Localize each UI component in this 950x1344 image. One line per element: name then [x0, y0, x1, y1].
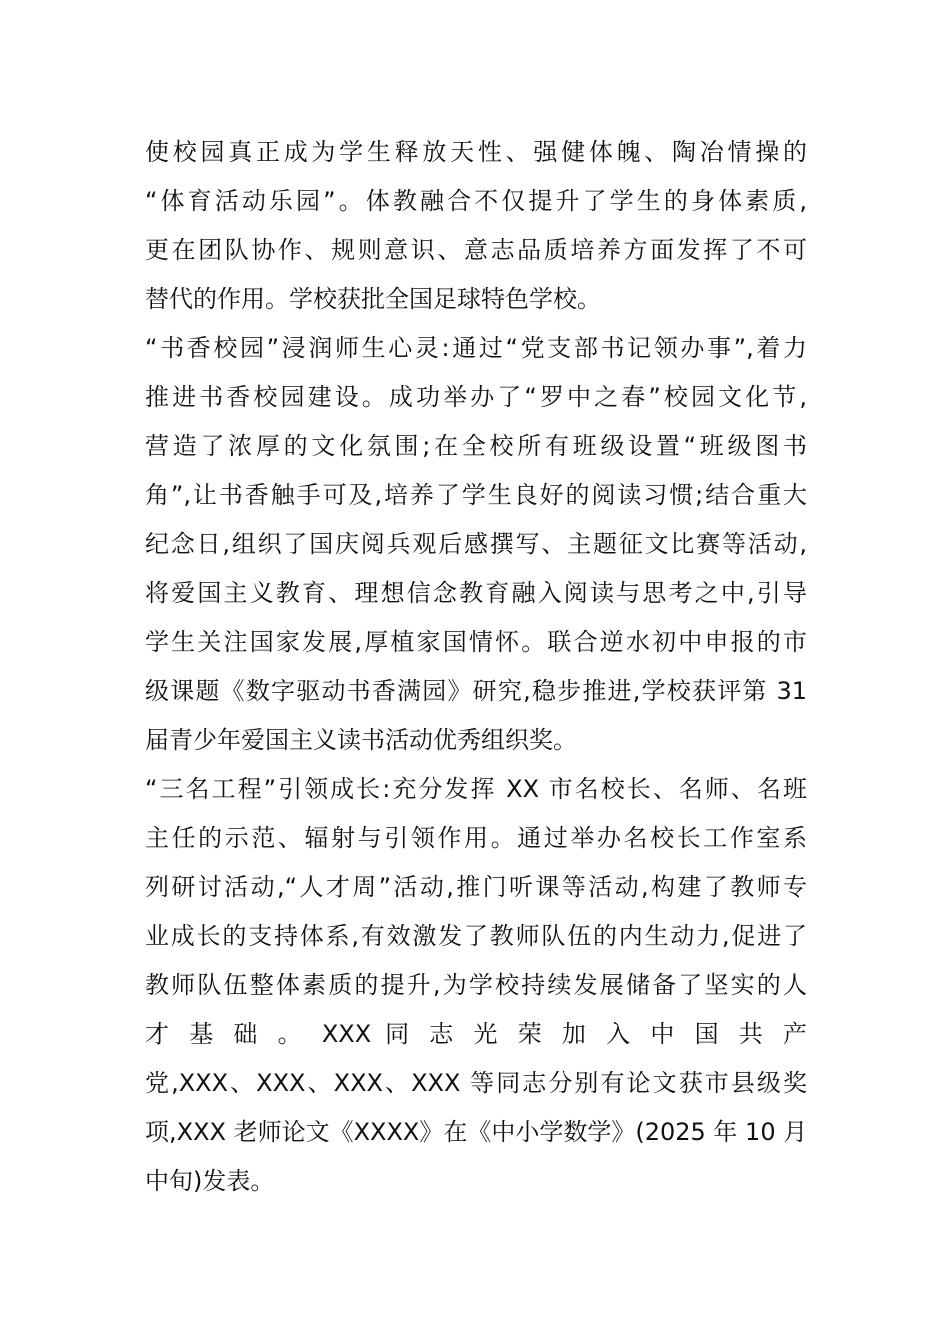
text-line: 营造了浓厚的文化氛围;在全校所有班级设置“班级图书 [145, 432, 807, 460]
text-line: “体育活动乐园”。体教融合不仅提升了学生的身体素质, [145, 187, 807, 215]
text-line: 届青少年爱国主义读书活动优秀组织奖。 [145, 726, 577, 754]
text-line: 才 基 础 。 XXX 同 志 光 荣 加 入 中 国 共 产 [145, 1020, 807, 1048]
text-line: “三名工程”引领成长:充分发挥 XX 市名校长、名师、名班 [145, 775, 807, 803]
text-line: 角”,让书香触手可及,培养了学生良好的阅读习惯;结合重大 [145, 481, 807, 509]
text-line: 替代的作用。学校获批全国足球特色学校。 [145, 285, 601, 313]
text-line: 使校园真正成为学生释放天性、强健体魄、陶冶情操的 [145, 138, 807, 166]
text-line: 将爱国主义教育、理想信念教育融入阅读与思考之中,引导 [145, 579, 807, 607]
text-line: 项,XXX 老师论文《XXXX》在《中小学数学》(2025 年 10 月 [145, 1118, 807, 1146]
text-line: 学生关注国家发展,厚植家国情怀。联合逆水初中申报的市 [145, 628, 807, 656]
text-line: 推进书香校园建设。成功举办了“罗中之春”校园文化节, [145, 383, 807, 411]
body-text [145, 128, 807, 1206]
text-line: 主任的示范、辐射与引领作用。通过举办名校长工作室系 [145, 824, 807, 852]
text-line: 级课题《数字驱动书香满园》研究,稳步推进,学校获评第 31 [145, 677, 807, 705]
text-line: 党,XXX、XXX、XXX、XXX 等同志分别有论文获市县级奖 [145, 1069, 807, 1097]
text-line: 业成长的支持体系,有效激发了教师队伍的内生动力,促进了 [145, 922, 807, 950]
text-line: 更在团队协作、规则意识、意志品质培养方面发挥了不可 [145, 236, 807, 264]
text-line: 中旬)发表。 [145, 1167, 275, 1195]
text-line: 教师队伍整体素质的提升,为学校持续发展储备了坚实的人 [145, 971, 807, 999]
text-line: “书香校园”浸润师生心灵:通过“党支部书记领办事”,着力 [145, 334, 807, 362]
text-line: 列研讨活动,“人才周”活动,推门听课等活动,构建了教师专 [145, 873, 807, 901]
text-line: 纪念日,组织了国庆阅兵观后感撰写、主题征文比赛等活动, [145, 530, 807, 558]
